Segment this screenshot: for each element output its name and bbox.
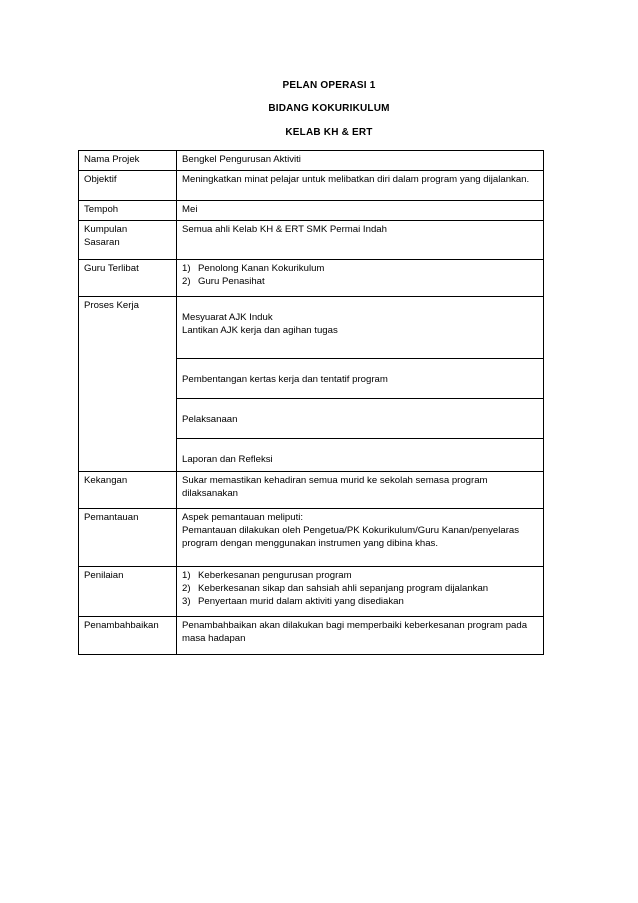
label-tempoh: Tempoh — [79, 201, 177, 221]
value-proses-step4: Laporan dan Refleksi — [177, 439, 544, 472]
plan-subtitle-club: KELAB KH & ERT — [285, 127, 373, 138]
value-proses-step3: Pelaksanaan — [177, 399, 544, 439]
list-item: 1) Keberkesanan pengurusan program — [182, 570, 352, 581]
label-kumpulan-line2: Sasaran — [84, 237, 120, 248]
table-row — [79, 221, 544, 260]
value-kumpulan-sasaran: Semua ahli Kelab KH & ERT SMK Permai Indah — [177, 221, 544, 260]
table-row — [79, 260, 544, 297]
label-kumpulan-sasaran — [79, 221, 177, 260]
table-row — [79, 509, 544, 567]
value-penambahbaikan: Penambahbaikan akan dilakukan bagi memperbaiki keberkesanan program pada masa hadapan — [177, 617, 544, 655]
table-row — [79, 567, 544, 617]
operation-plan-table — [78, 150, 544, 655]
value-proses-step2: Pembentangan kertas kerja dan tentatif program — [177, 359, 544, 399]
list-item: 2) Keberkesanan sikap dan sahsiah ahli sepanjang program dijalankan — [182, 583, 489, 594]
label-kekangan: Kekangan — [79, 472, 177, 509]
value-objektif: Meningkatkan minat pelajar untuk melibatkan diri dalam program yang dijalankan. — [177, 171, 544, 201]
value-penilaian — [177, 567, 544, 617]
table-row — [79, 151, 544, 171]
list-item: 1) Penolong Kanan Kokurikulum — [182, 263, 325, 274]
list-item: 2) Guru Penasihat — [182, 276, 265, 287]
plan-subtitle-field: BIDANG KOKURIKULUM — [268, 103, 390, 114]
label-penilaian: Penilaian — [79, 567, 177, 617]
value-kekangan: Sukar memastikan kehadiran semua murid ke sekolah semasa program dilaksanakan — [177, 472, 544, 509]
value-tempoh: Mei — [177, 201, 544, 221]
label-penambahbaikan: Penambahbaikan — [79, 617, 177, 655]
value-guru-terlibat — [177, 260, 544, 297]
value-nama-projek: Bengkel Pengurusan Aktiviti — [177, 151, 544, 171]
table-row — [79, 201, 544, 221]
table-row — [79, 297, 544, 359]
label-nama-projek: Nama Projek — [79, 151, 177, 171]
label-proses-kerja: Proses Kerja — [79, 297, 177, 472]
value-pemantauan: Aspek pemantauan meliputi: Pemantauan dilakukan oleh Pengetua/PK Kokurikulum/Guru Kanan/penyelaras program dengan menggunakan instrumen yang dibina khas. — [177, 509, 544, 567]
label-kumpulan-line1: Kumpulan — [84, 224, 128, 235]
table-row — [79, 171, 544, 201]
list-item: 3) Penyertaan murid dalam aktiviti yang disediakan — [182, 596, 404, 607]
label-pemantauan: Pemantauan — [79, 509, 177, 567]
label-guru-terlibat: Guru Terlibat — [79, 260, 177, 297]
plan-title: PELAN OPERASI 1 — [282, 80, 376, 91]
value-proses-step1: Mesyuarat AJK Induk Lantikan AJK kerja dan agihan tugas — [177, 297, 544, 359]
label-objektif: Objektif — [79, 171, 177, 201]
table-row — [79, 472, 544, 509]
table-row — [79, 617, 544, 655]
